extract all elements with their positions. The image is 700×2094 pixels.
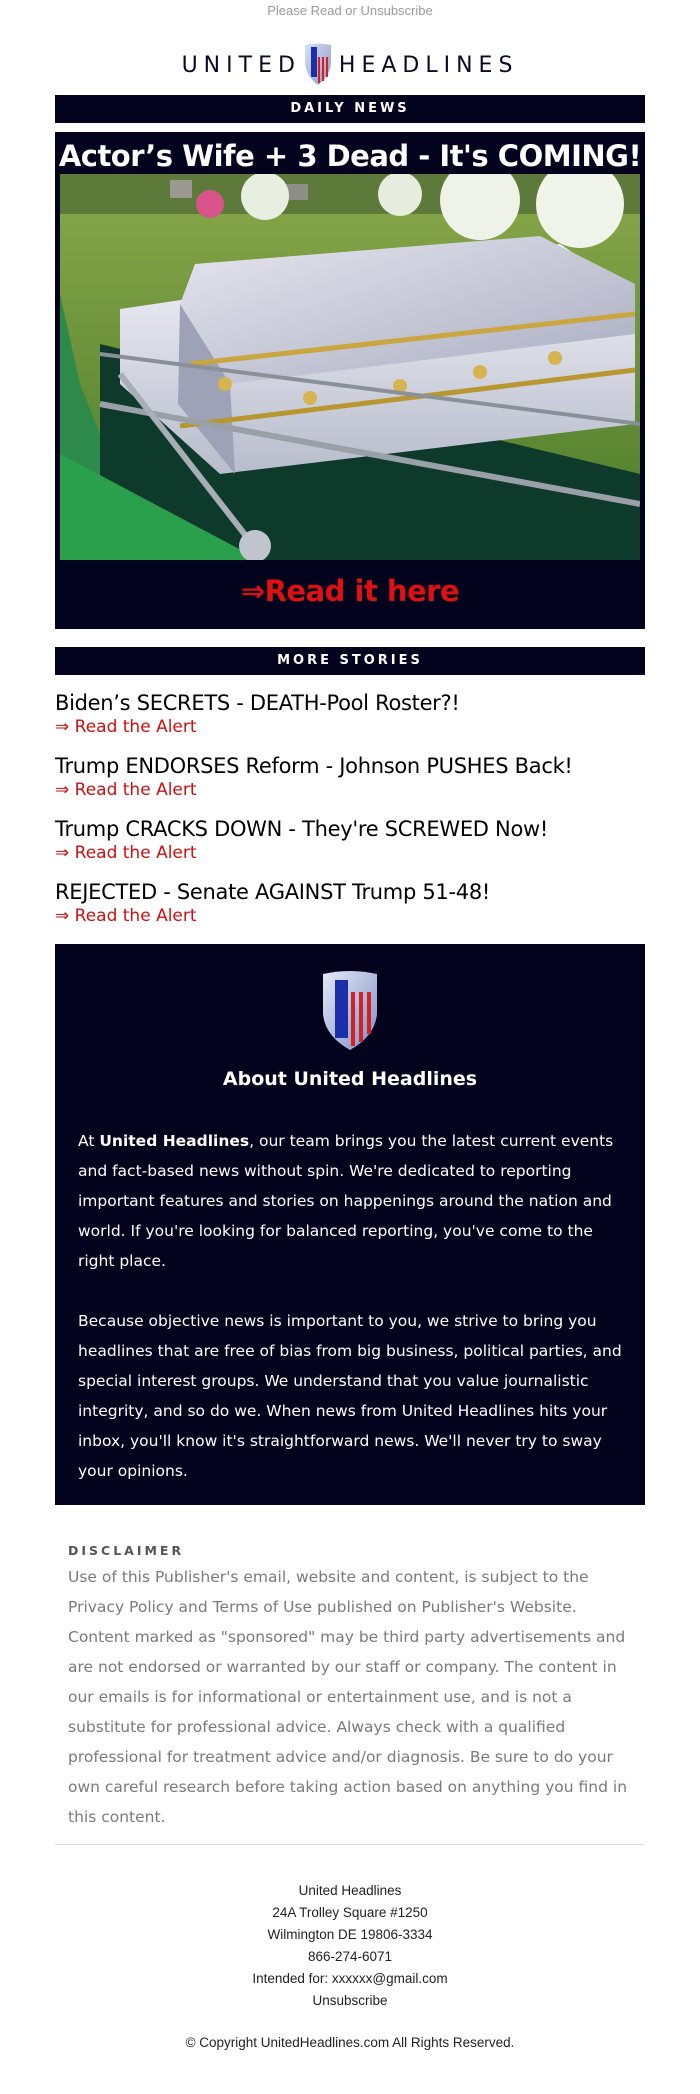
- story-item: [55, 754, 645, 801]
- copyright: © Copyright UnitedHeadlines.com All Rights Reserved.: [185, 2035, 515, 2050]
- shield-logo-icon: [315, 944, 385, 1052]
- footer-phone: 866-274-6071: [307, 1949, 393, 1964]
- logo-word-right: HEADLINES: [338, 52, 519, 78]
- story-read-link[interactable]: ⇒ Read the Alert: [55, 906, 197, 926]
- story-read-link[interactable]: ⇒ Read the Alert: [55, 843, 197, 863]
- hero-read-link[interactable]: ⇒Read it here: [240, 574, 460, 608]
- footer-intended-for: Intended for: xxxxxx@gmail.com: [252, 1971, 448, 1986]
- story-item: [55, 691, 645, 738]
- email-container: [55, 0, 645, 2050]
- about-title: About United Headlines: [222, 1068, 478, 1090]
- brand-logo[interactable]: [55, 40, 645, 90]
- about-paragraph-1: [78, 1126, 622, 1276]
- disclaimer-section: [55, 1505, 645, 1832]
- preheader: [55, 0, 645, 25]
- about-p1-rest: , our team brings you the latest current events and fact-based news without spin. We're dedicated to reporting important features and stories on happenings around the nation and world. If you're looking for balanced reporting, you've come to the right place.: [78, 1132, 614, 1270]
- logo-word-left: UNITED: [181, 52, 301, 78]
- footer-company: United Headlines: [298, 1883, 402, 1898]
- story-title[interactable]: Biden’s SECRETS - DEATH-Pool Roster?!: [55, 691, 460, 715]
- preheader-link[interactable]: Please Read or Unsubscribe: [267, 3, 433, 18]
- shield-logo-icon: [303, 43, 333, 87]
- disclaimer-text: Use of this Publisher's email, website and content, is subject to the Privacy Policy and Terms of Use published on Publisher's Website. Content marked as "sponsored" may be third party advertisements and are not endorsed or warranted by our staff or company. The content in our emails is for informational or entertainment use, and is not a substitute for professional advice. Always check with a qualified professional for treatment advice and/or diagnosis. Be sure to do your own careful research before taking action based on anything you find in this content.: [68, 1568, 628, 1826]
- footer-address-line-2: Wilmington DE 19806-3334: [267, 1927, 433, 1942]
- about-section: [55, 944, 645, 1505]
- story-title[interactable]: Trump ENDORSES Reform - Johnson PUSHES Back!: [55, 754, 573, 778]
- story-read-link[interactable]: ⇒ Read the Alert: [55, 717, 197, 737]
- about-p1-prefix: At: [78, 1132, 100, 1150]
- footer-address-line-1: 24A Trolley Square #1250: [272, 1905, 428, 1920]
- about-p1-brand: United Headlines: [99, 1132, 250, 1150]
- daily-news-bar: DAILY NEWS: [55, 95, 645, 123]
- footer: [55, 1880, 645, 2012]
- story-item: [55, 880, 645, 927]
- story-read-link[interactable]: ⇒ Read the Alert: [55, 780, 197, 800]
- story-title[interactable]: REJECTED - Senate AGAINST Trump 51-48!: [55, 880, 490, 904]
- more-stories-bar: MORE STORIES: [55, 647, 645, 675]
- unsubscribe-link[interactable]: Unsubscribe: [312, 1993, 388, 2008]
- story-title[interactable]: Trump CRACKS DOWN - They're SCREWED Now!: [55, 817, 548, 841]
- about-paragraph-2: Because objective news is important to you, we strive to bring you headlines that are free of bias from big business, political parties, and special interest groups. We understand that you value journalistic integrity, and so do we. When news from United Headlines hits your inbox, you'll know it's straightforward news. We'll never try to sway your opinions.: [78, 1312, 622, 1480]
- story-item: [55, 817, 645, 864]
- hero-headline[interactable]: Actor’s Wife + 3 Dead - It's COMING!: [58, 139, 642, 173]
- hero-section: [55, 132, 645, 629]
- disclaimer-heading: DISCLAIMER: [68, 1543, 185, 1558]
- casket-photo-icon[interactable]: [60, 174, 640, 560]
- divider: [55, 1844, 645, 1845]
